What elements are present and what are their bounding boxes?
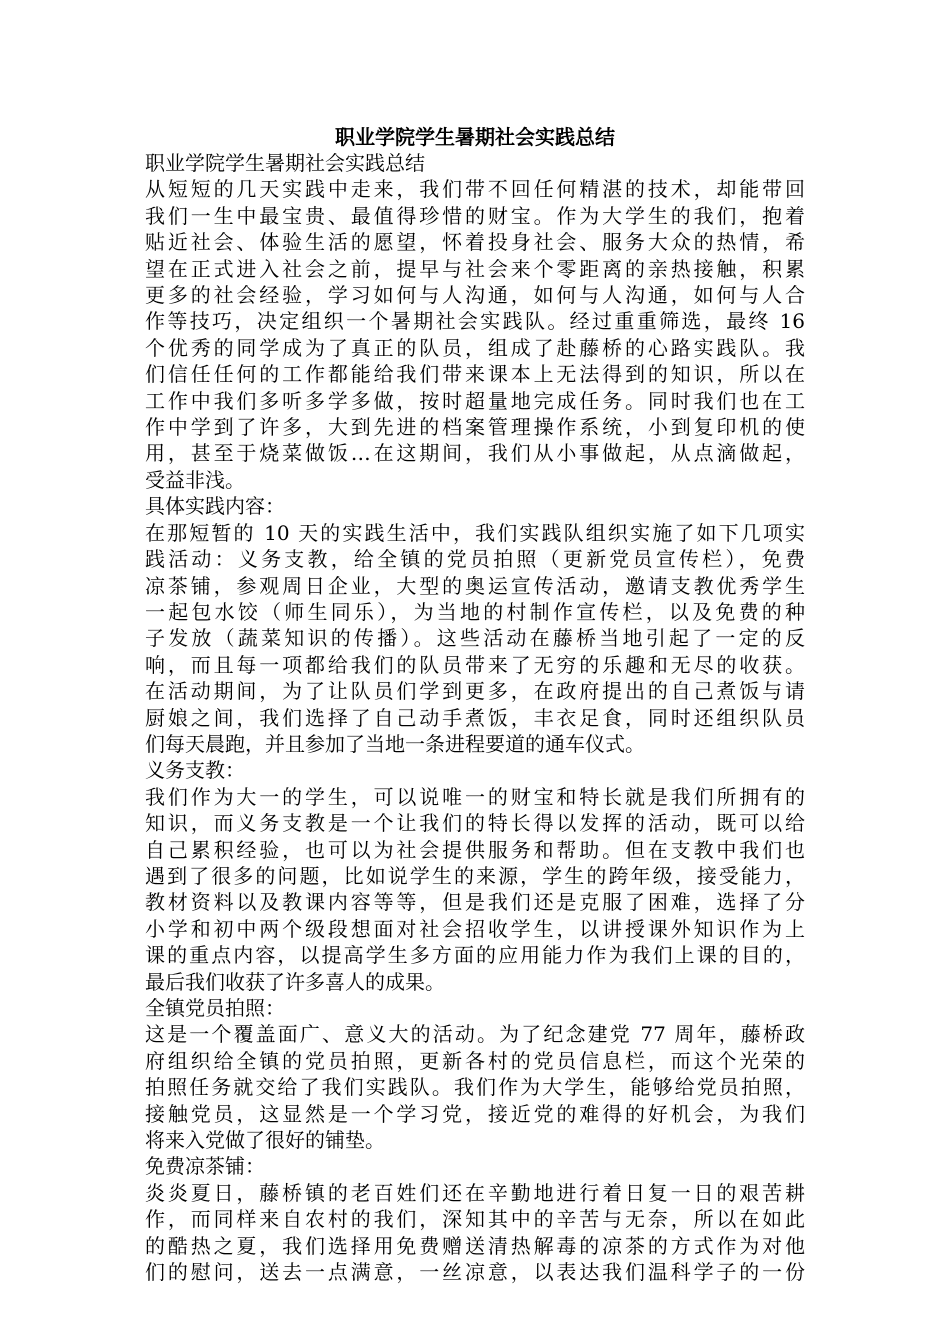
- text-line: 我们一生中最宝贵、最值得珍惜的财宝。作为大学生的我们，抱着: [145, 203, 805, 228]
- text-line: 遇到了很多的问题，比如说学生的来源，学生的跨年级，接受能力，: [145, 863, 805, 888]
- text-line: 教材资料以及教课内容等等，但是我们还是克服了困难，选择了分: [145, 890, 805, 915]
- text-line: 们每天晨跑，并且参加了当地一条进程要道的通车仪式。: [145, 731, 645, 756]
- text-line: 小学和初中两个级段想面对社会招收学生，以讲授课外知识作为上: [145, 916, 805, 941]
- text-line: 具体实践内容：: [145, 494, 285, 519]
- text-line: 凉茶铺，参观周日企业，大型的奥运宣传活动，邀请支教优秀学生: [145, 573, 805, 598]
- text-line: 们信任任何的工作都能给我们带来课本上无法得到的知识，所以在: [145, 362, 805, 387]
- text-line: 在那短暂的 10 天的实践生活中，我们实践队组织实施了如下几项实: [145, 520, 805, 545]
- document-body: [145, 150, 805, 1285]
- text-line: 自己累积经验，也可以为社会提供服务和帮助。但在支教中我们也: [145, 837, 805, 862]
- text-line: 的酷热之夏，我们选择用免费赠送清热解毒的凉茶的方式作为对他: [145, 1233, 805, 1258]
- text-line: 我们作为大一的学生，可以说唯一的财宝和特长就是我们所拥有的: [145, 784, 805, 809]
- text-line: 在活动期间，为了让队员们学到更多，在政府提出的自己煮饭与请: [145, 679, 805, 704]
- text-line: 炎炎夏日，藤桥镇的老百姓们还在辛勤地进行着日复一日的艰苦耕: [145, 1180, 805, 1205]
- text-line: 这是一个覆盖面广、意义大的活动。为了纪念建党 77 周年，藤桥政: [145, 1022, 805, 1047]
- text-line: 府组织给全镇的党员拍照，更新各村的党员信息栏，而这个光荣的: [145, 1048, 805, 1073]
- text-line: 望在正式进入社会之前，提早与社会来个零距离的亲热接触，积累: [145, 256, 805, 281]
- text-line: 贴近社会、体验生活的愿望，怀着投身社会、服务大众的热情，希: [145, 230, 805, 255]
- text-line: 厨娘之间，我们选择了自己动手煮饭，丰衣足食，同时还组织队员: [145, 705, 805, 730]
- text-line: 受益非浅。: [145, 467, 245, 492]
- text-line: 们的慰问，送去一点满意，一丝凉意，以表达我们温科学子的一份: [145, 1260, 805, 1285]
- text-line: 更多的社会经验，学习如何与人沟通，如何与人沟通，如何与人合: [145, 283, 805, 308]
- document-page: [145, 124, 805, 1285]
- text-line: 义务支教：: [145, 758, 245, 783]
- text-line: 践活动：义务支教，给全镇的党员拍照（更新党员宣传栏），免费: [145, 547, 805, 572]
- text-line: 从短短的几天实践中走来，我们带不回任何精湛的技术，却能带回: [145, 177, 805, 202]
- text-line: 个优秀的同学成为了真正的队员，组成了赴藤桥的心路实践队。我: [145, 335, 805, 360]
- text-line: 免费凉茶铺：: [145, 1154, 265, 1179]
- text-line: 作，而同样来自农村的我们，深知其中的辛苦与无奈，所以在如此: [145, 1207, 805, 1232]
- text-line: 用，甚至于烧菜做饭…在这期间，我们从小事做起，从点滴做起，: [145, 441, 805, 466]
- text-line: 一起包水饺（师生同乐），为当地的村制作宣传栏，以及免费的种: [145, 599, 805, 624]
- text-line: 全镇党员拍照：: [145, 996, 285, 1020]
- text-line: 接触党员，这显然是一个学习党，接近党的难得的好机会，为我们: [145, 1101, 805, 1126]
- document-title: 职业学院学生暑期社会实践总结: [335, 125, 615, 149]
- text-line: 知识，而义务支教是一个让我们的特长得以发挥的活动，既可以给: [145, 811, 805, 836]
- text-line: 课的重点内容，以提高学生多方面的应用能力作为我们上课的目的，: [145, 943, 805, 968]
- text-line: 拍照任务就交给了我们实践队。我们作为大学生，能够给党员拍照，: [145, 1075, 805, 1100]
- text-line: 子发放（蔬菜知识的传播）。这些活动在藤桥当地引起了一定的反: [145, 626, 805, 651]
- text-line: 职业学院学生暑期社会实践总结: [145, 151, 425, 175]
- text-line: 响，而且每一项都给我们的队员带来了无穷的乐趣和无尽的收获。: [145, 652, 805, 677]
- text-line: 将来入党做了很好的铺垫。: [145, 1128, 385, 1153]
- text-line: 最后我们收获了许多喜人的成果。: [145, 969, 445, 994]
- text-line: 作中学到了许多，大到先进的档案管理操作系统，小到复印机的使: [145, 415, 805, 440]
- text-line: 工作中我们多听多学多做，按时超量地完成任务。同时我们也在工: [145, 388, 805, 413]
- text-line: 作等技巧，决定组织一个暑期社会实践队。经过重重筛选，最终 16: [145, 309, 805, 334]
